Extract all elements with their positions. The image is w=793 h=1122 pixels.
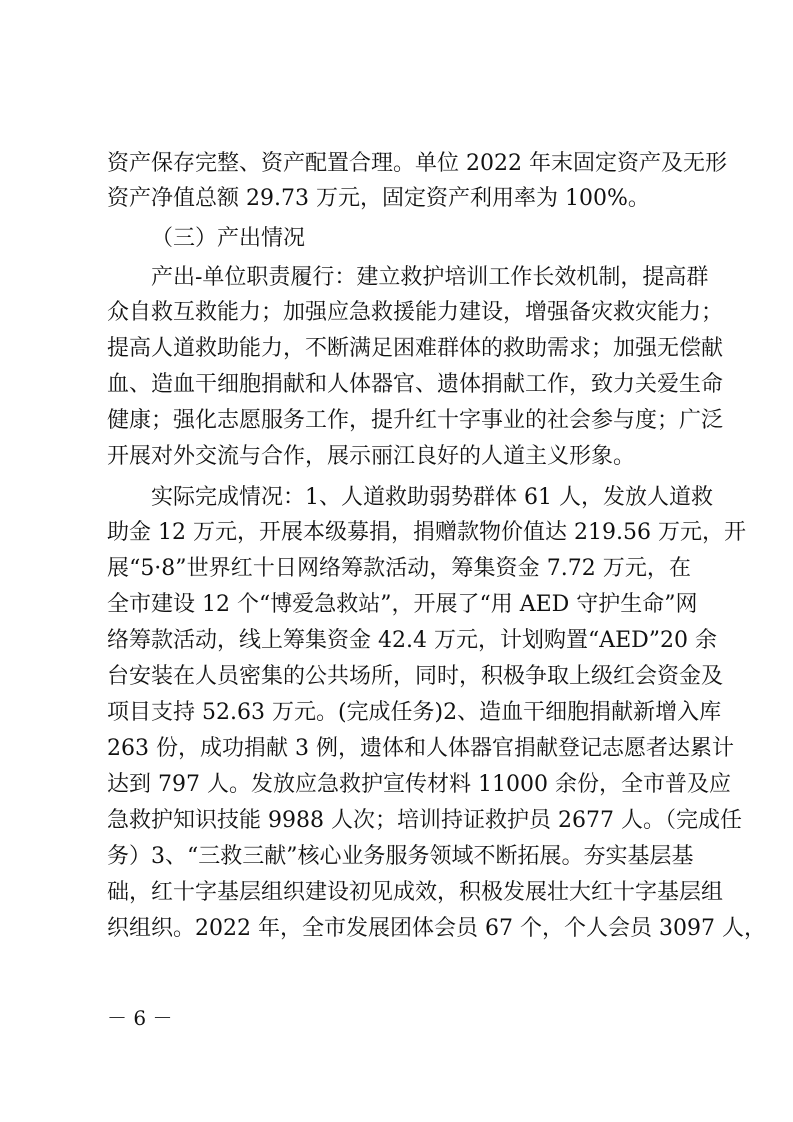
body-text-line: 众自救互救能力；加强应急救援能力建设，增强备灾救灾能力； [107,300,724,325]
body-text-line: 血、造血干细胞捐献和人体器官、遗体捐献工作，致力关爱生命 [107,372,724,397]
body-text-line: 务）3、“三救三献”核心业务服务领域不断拓展。夯实基层基 [107,844,694,869]
body-text-line: 急救护知识技能 9988 人次；培训持证救护员 2677 人。（完成任 [107,808,742,833]
body-text-line: 础，红十字基层组织建设初见成效，积极发展壮大红十字基层组 [107,880,724,905]
body-text-line: 全市建设 12 个“博爱急救站”，开展了“用 AED 守护生命”网 [107,592,698,617]
body-text-line: 助金 12 万元，开展本级募捐，捐赠款物价值达 219.56 万元，开 [107,520,746,545]
body-text-line: 络筹款活动，线上筹集资金 42.4 万元，计划购置“AED”20 余 [107,628,718,653]
body-text-line: 实际完成情况：1、人道救助弱势群体 61 人，发放人道救 [151,485,713,510]
body-text-line: 263 份，成功捐献 3 例，遗体和人体器官捐献登记志愿者达累计 [107,736,734,761]
body-text-line: 产出-单位职责履行：建立救护培训工作长效机制，提高群 [151,265,709,290]
body-text-line: 展“5·8”世界红十日网络筹款活动，筹集资金 7.72 万元，在 [107,556,691,581]
page-number: － 6 － [107,1006,173,1030]
body-text-line: 提高人道救助能力，不断满足困难群体的救助需求；加强无偿献 [107,336,724,361]
body-text-line: 织组织。2022 年，全市发展团体会员 67 个，个人会员 3097 人， [107,916,766,941]
body-text-line: 资产保存完整、资产配置合理。单位 2022 年末固定资产及无形 [107,151,727,176]
section-heading: （三）产出情况 [151,226,306,251]
body-text-line: 达到 797 人。发放应急救护宣传材料 11000 余份，全市普及应 [107,772,731,797]
body-text-line: 健康；强化志愿服务工作，提升红十字事业的社会参与度；广泛 [107,408,724,433]
body-text-line: 项目支持 52.63 万元。(完成任务)2、造血干细胞捐献新增入库 [107,700,722,725]
body-text-line: 资产净值总额 29.73 万元，固定资产利用率为 100%。 [107,186,650,211]
body-text-line: 台安装在人员密集的公共场所，同时，积极争取上级红会资金及 [107,664,724,689]
body-text-line: 开展对外交流与合作，展示丽江良好的人道主义形象。 [107,444,636,469]
